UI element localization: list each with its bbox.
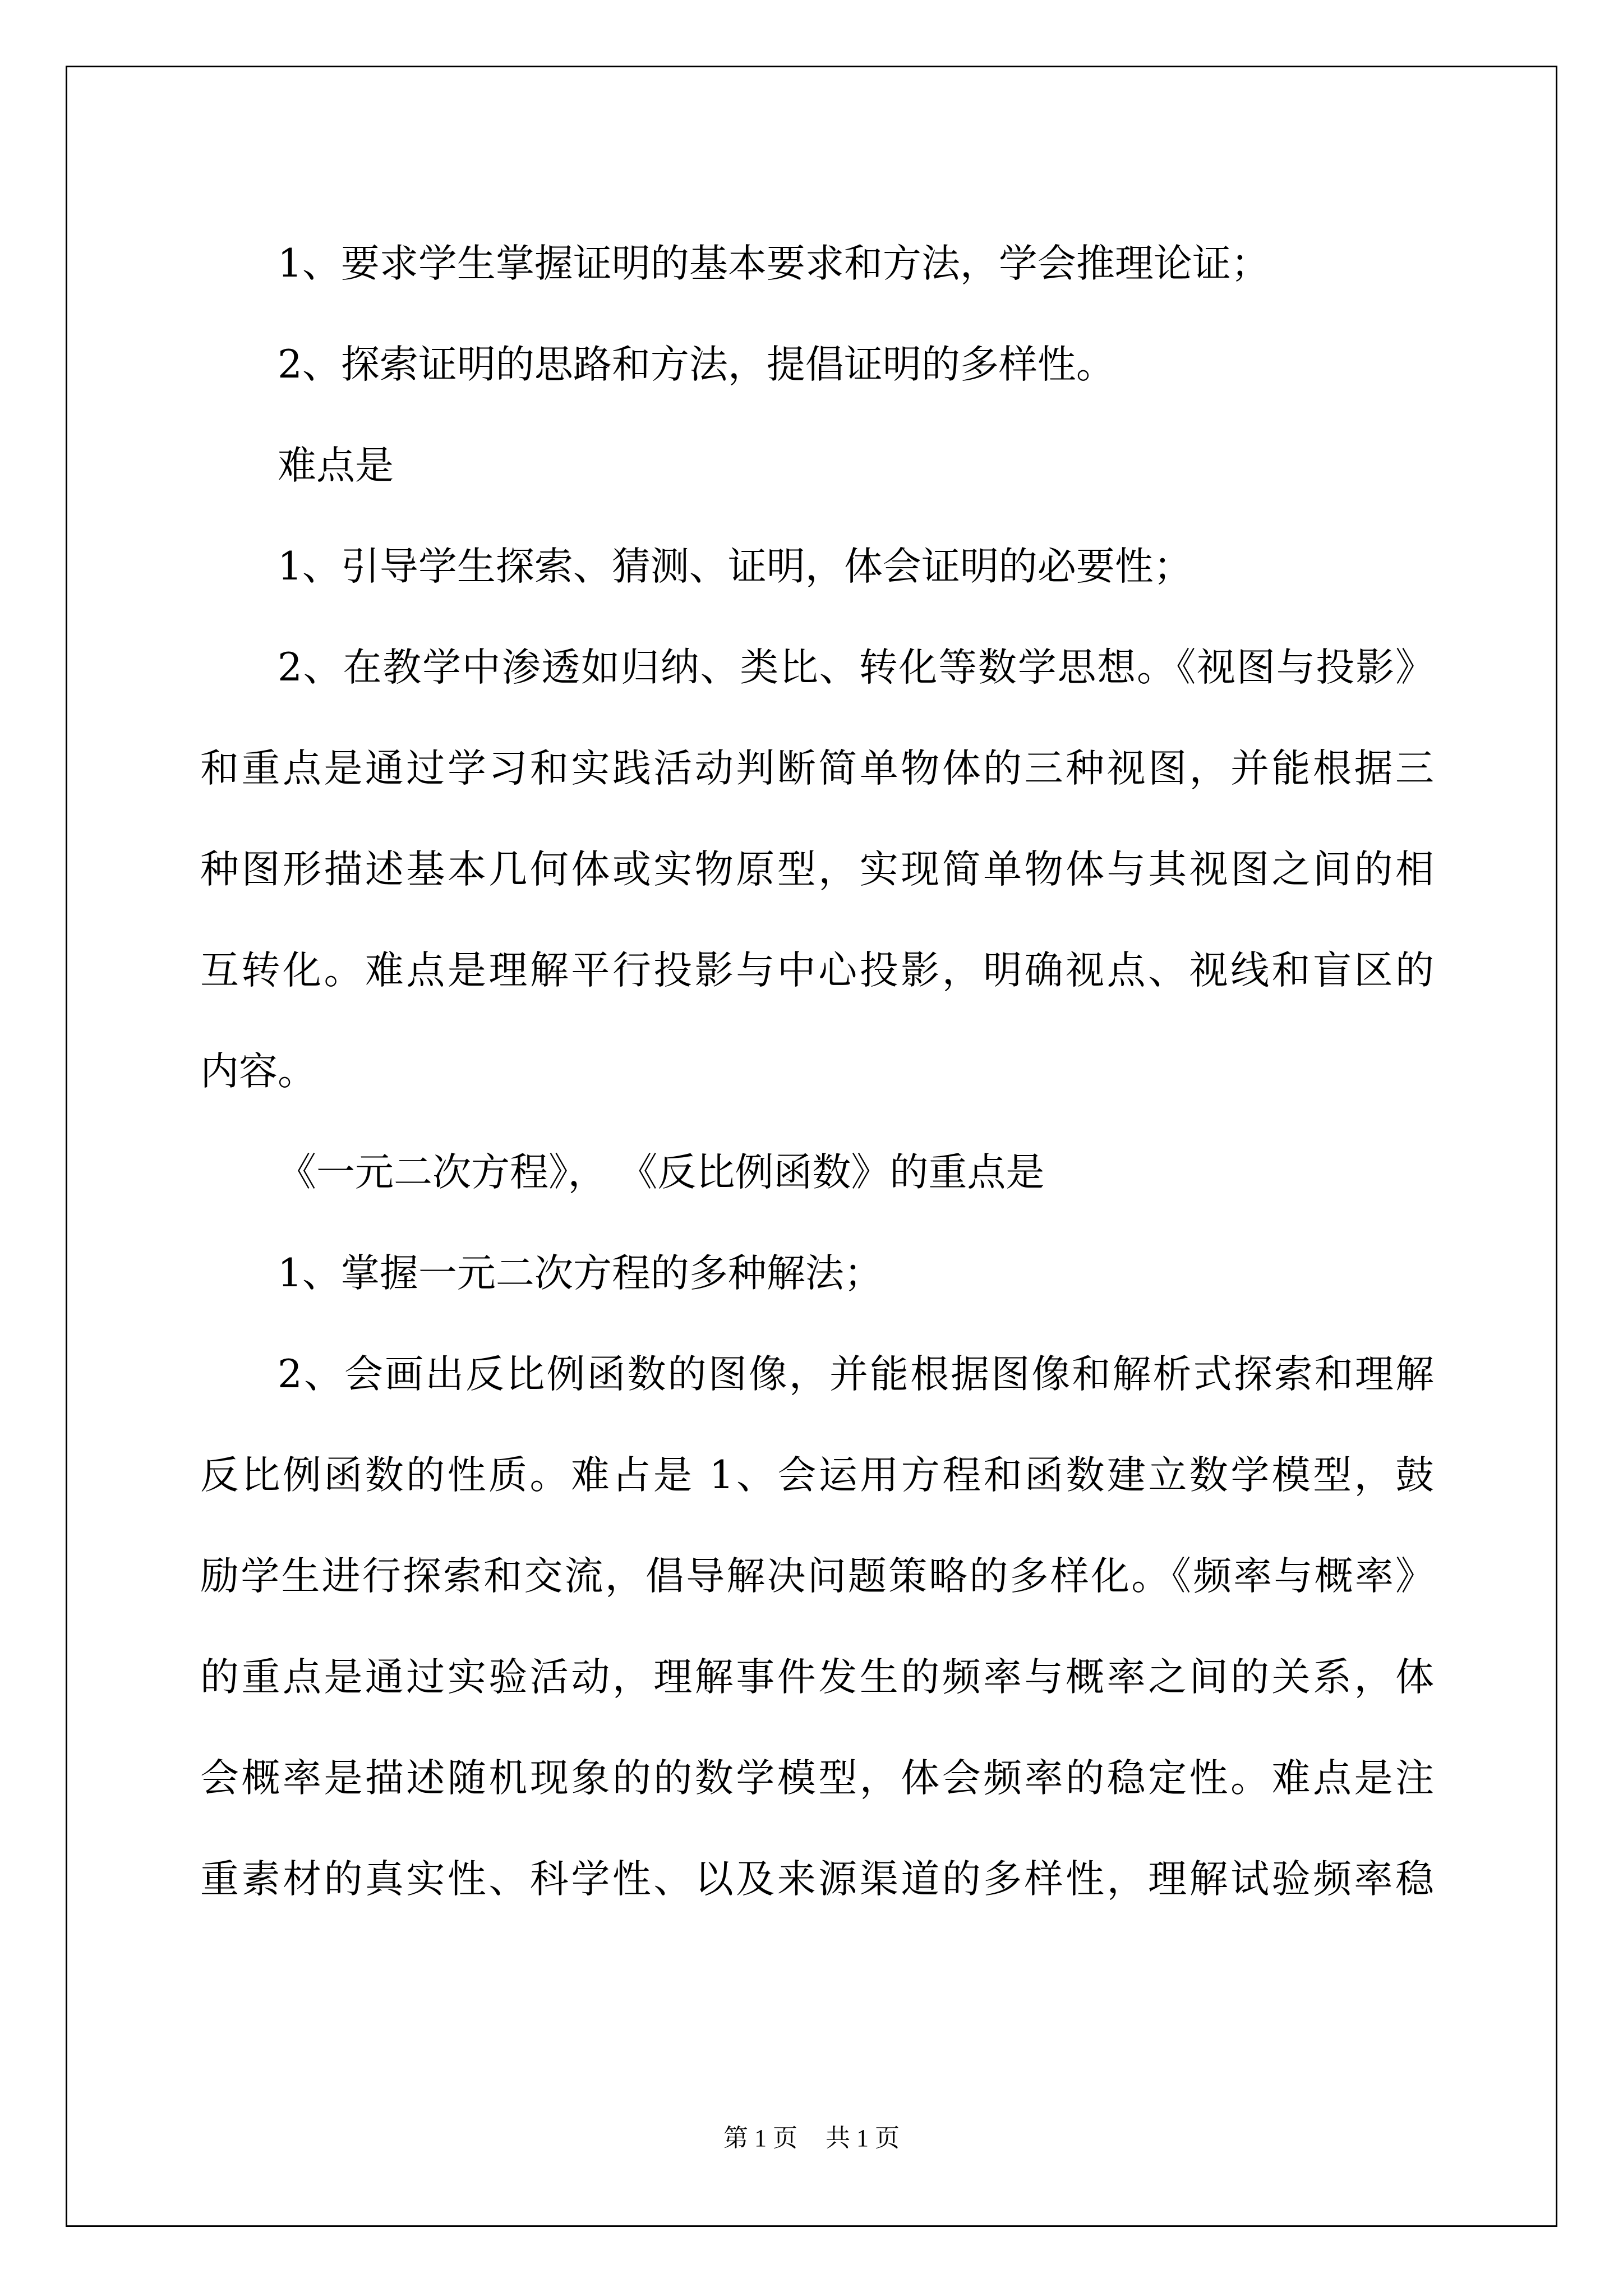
text-line: 1、引导学生探索、猜测、证明，体会证明的必要性； <box>278 544 1192 589</box>
text-line: 重素材的真实性、科学性、以及来源渠道的多样性，理解试验频率稳 <box>200 1857 1434 1902</box>
page-footer <box>0 2118 1623 2154</box>
text-line: 种图形描述基本几何体或实物原型，实现简单物体与其视图之间的相 <box>200 847 1434 892</box>
text-line: 的重点是通过实验活动，理解事件发生的频率与概率之间的关系，体 <box>200 1655 1434 1700</box>
paragraph <box>200 617 1434 1122</box>
text-line: 2、会画出反比例函数的图像，并能根据图像和解析式探索和理解 <box>278 1352 1434 1397</box>
paragraph <box>200 1122 1434 1223</box>
text-line: 励学生进行探索和交流，倡导解决问题策略的多样化。《频率与概率》 <box>200 1554 1434 1599</box>
text-line: 《一元二次方程》， 《反比例函数》的重点是 <box>278 1150 1045 1195</box>
text-line: 反比例函数的性质。难占是 1、会运用方程和函数建立数学模型，鼓 <box>200 1453 1434 1498</box>
text-line: 内容。 <box>200 1049 316 1094</box>
text-line: 1、要求学生掌握证明的基本要求和方法，学会推理论证； <box>278 241 1270 286</box>
paragraph <box>200 213 1434 314</box>
text-line: 互转化。难点是理解平行投影与中心投影，明确视点、视线和盲区的 <box>200 948 1434 993</box>
text-line: 和重点是通过学习和实践活动判断简单物体的三种视图，并能根据三 <box>200 746 1434 791</box>
paragraph <box>200 1223 1434 1324</box>
text-line: 1、掌握一元二次方程的多种解法； <box>278 1251 883 1296</box>
page-total: 共 1 页 <box>826 2124 900 2152</box>
paragraph <box>200 1324 1434 1930</box>
text-line: 难点是 <box>278 443 394 488</box>
document-body <box>200 213 1434 1930</box>
paragraph <box>200 314 1434 415</box>
text-line: 会概率是描述随机现象的的数学模型，体会频率的稳定性。难点是注 <box>200 1756 1434 1801</box>
text-line: 2、在教学中渗透如归纳、类比、转化等数学思想。《视图与投影》 <box>278 645 1434 690</box>
paragraph <box>200 516 1434 617</box>
paragraph <box>200 415 1434 516</box>
text-line: 2、探索证明的思路和方法，提倡证明的多样性。 <box>278 342 1115 387</box>
page-number: 第 1 页 <box>723 2124 797 2152</box>
